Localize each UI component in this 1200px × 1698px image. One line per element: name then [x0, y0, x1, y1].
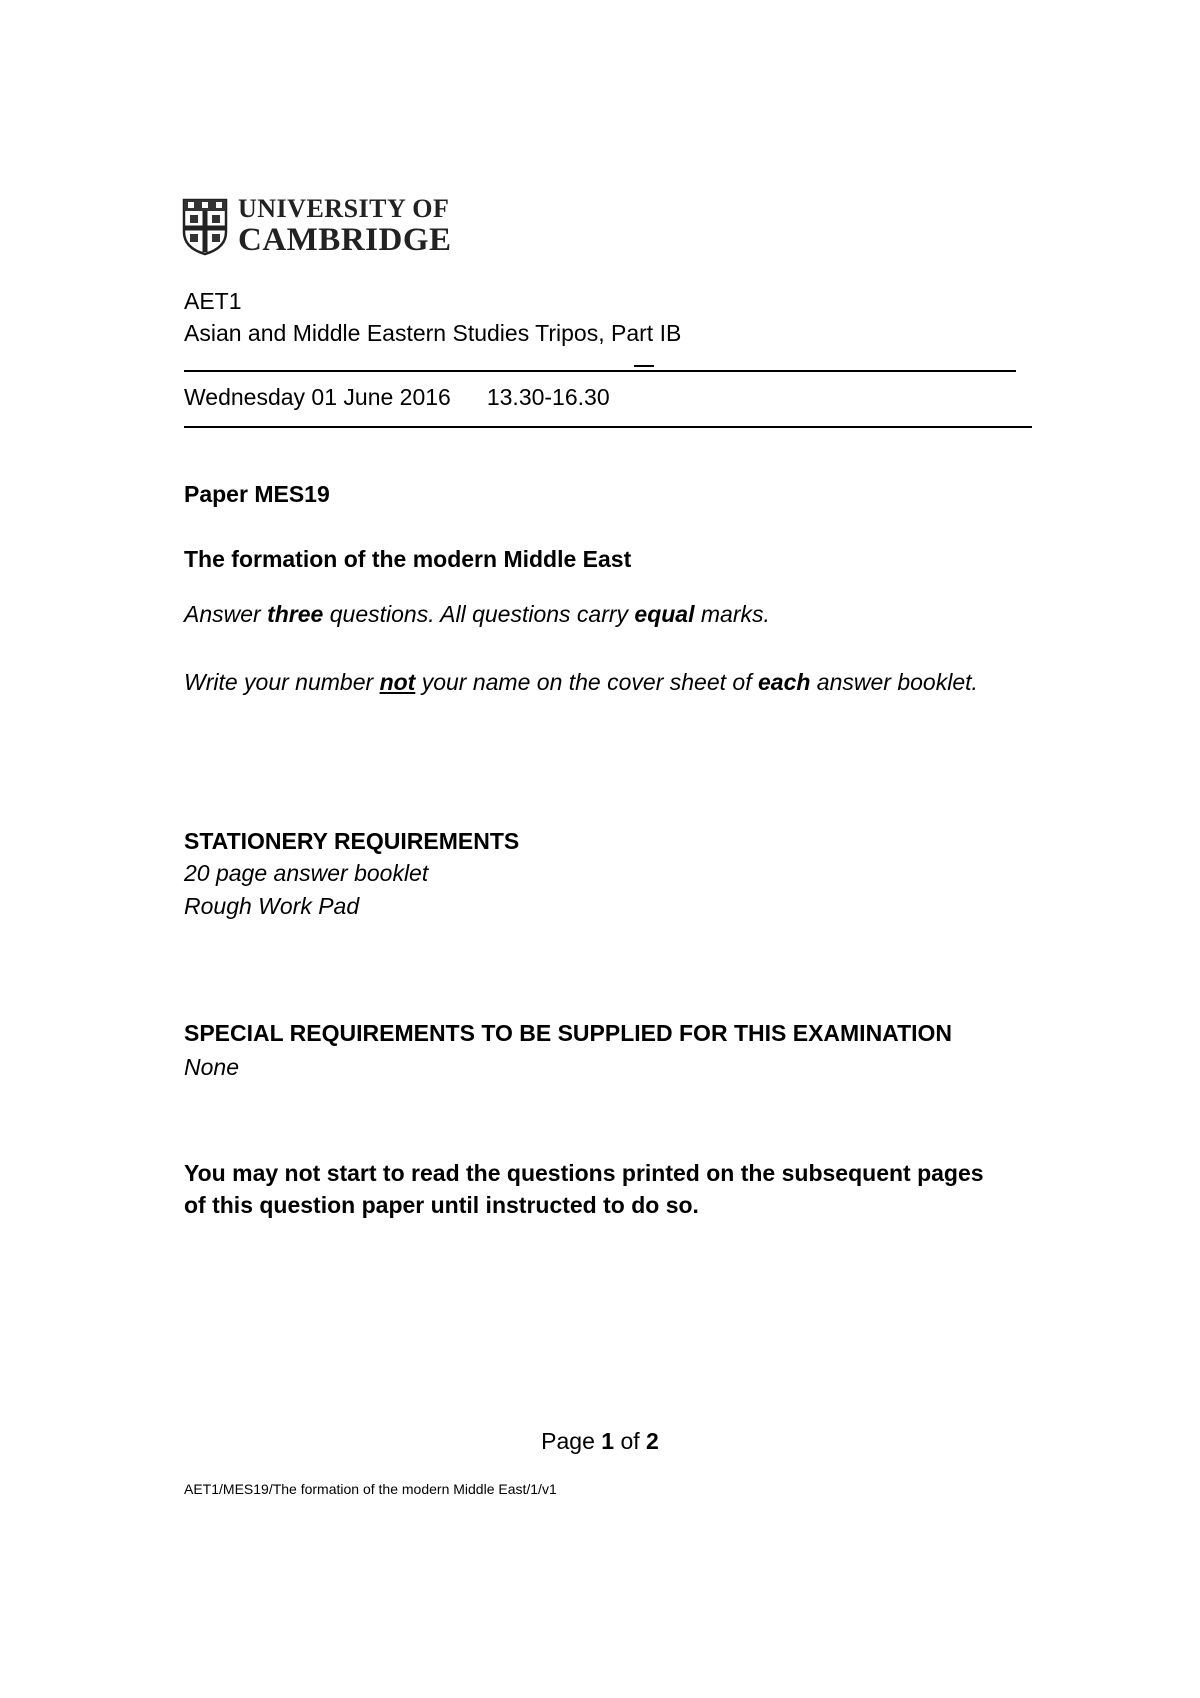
text-run: Write your number — [184, 669, 380, 695]
text-run-bold: three — [267, 601, 324, 627]
text-run: Answer — [184, 601, 268, 627]
divider-mark — [634, 365, 654, 367]
document-footer: AET1/MES19/The formation of the modern Middle East/1/v1 — [184, 1481, 557, 1497]
crest-icon — [182, 198, 228, 256]
text-run: answer booklet. — [810, 669, 978, 695]
university-logo — [182, 196, 452, 257]
page-total: 2 — [646, 1428, 659, 1454]
text-run-bold-underline: not — [379, 669, 416, 695]
page-of: of — [614, 1428, 647, 1454]
instruction-answer — [184, 601, 770, 628]
exam-date: Wednesday 01 June 2016 — [184, 384, 451, 410]
paper-number: Paper MES19 — [184, 481, 330, 507]
special-requirements-heading: SPECIAL REQUIREMENTS TO BE SUPPLIED FOR THIS EXAMINATION — [184, 1020, 953, 1046]
exam-code: AET1 — [184, 288, 242, 314]
start-notice: You may not start to read the questions printed on the subsequent pages of this question paper until instructed to do so. — [184, 1160, 984, 1218]
text-run: marks. — [694, 601, 770, 627]
page-indicator — [0, 1428, 1200, 1455]
divider-bottom — [184, 426, 1032, 428]
paper-title: The formation of the modern Middle East — [184, 546, 632, 572]
divider-top — [184, 370, 1016, 372]
text-run-bold: equal — [634, 601, 695, 627]
logo-wordmark — [238, 196, 452, 257]
special-requirements-value: None — [184, 1054, 239, 1080]
page-prefix: Page — [541, 1428, 602, 1454]
text-run: your name on the cover sheet of — [415, 669, 758, 695]
stationery-item: 20 page answer booklet — [184, 860, 429, 886]
text-run-bold: each — [757, 669, 811, 695]
text-run: questions. All questions carry — [323, 601, 635, 627]
tripos-name: Asian and Middle Eastern Studies Tripos, Part IB — [184, 320, 682, 346]
page-current: 1 — [601, 1428, 615, 1454]
stationery-item: Rough Work Pad — [184, 893, 360, 919]
instruction-write-number — [184, 666, 984, 698]
stationery-heading: STATIONERY REQUIREMENTS — [184, 828, 520, 854]
exam-datetime — [184, 384, 610, 411]
exam-time: 13.30-16.30 — [486, 384, 610, 410]
logo-line-2: CAMBRIDGE — [238, 222, 452, 258]
logo-line-1: UNIVERSITY OF — [238, 194, 450, 223]
